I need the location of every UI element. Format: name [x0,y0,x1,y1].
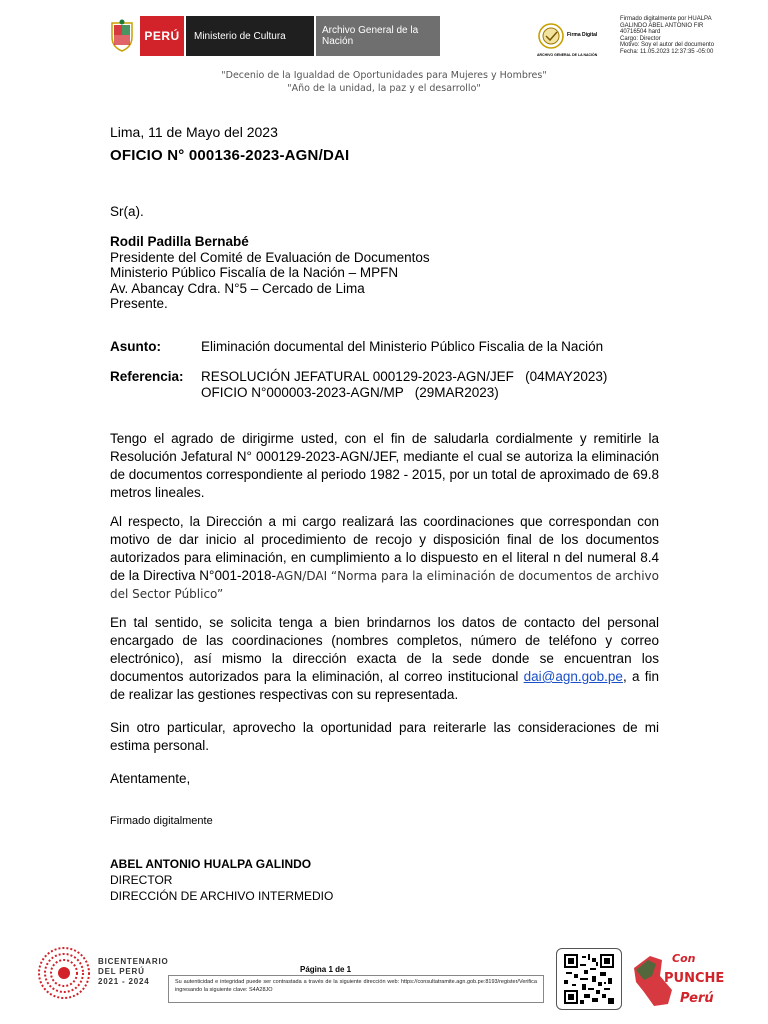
firma-digital-title: Firma Digital [567,32,598,38]
con-punche-peru-logo [630,946,730,1012]
closing: Atentamente, [110,771,191,786]
peru-text: Perú [680,991,714,1006]
bicent-line: BICENTENARIO [98,957,169,966]
page-number: Página 1 de 1 [300,965,352,974]
firmado-digitalmente: Firmado digitalmente [110,815,213,827]
signer-name: ABEL ANTONIO HUALPA GALINDO [110,857,312,871]
paragraph-2 [110,513,659,603]
paragraph-4: Sin otro particular, aprovecho la oportunidad para reiterarle las consideraciones de mi estima personal. [110,720,659,753]
referencia-line: RESOLUCIÓN JEFATURAL 000129-2023-AGN/JEF (04MAY2023) [201,369,608,384]
signature-line: Cargo: Director [620,35,661,42]
firma-digital-subtitle: ARCHIVO GENERAL DE LA NACIÓN [537,53,598,57]
coat-of-arms-icon [104,16,140,56]
salutation: Sr(a). [110,204,144,219]
con-punche-peru-icon [630,946,730,1012]
signature-line: Fecha: 11.05.2023 12:37:35 -05:00 [620,48,714,55]
recipient-line: Ministerio Público Fiscalía de la Nación – MPFN [110,265,399,280]
signature-line: GALINDO ABEL ANTONIO FIR [620,22,704,29]
signature-line: Firmado digitalmente por HUALPA [620,16,712,22]
asunto-value: Eliminación documental del Ministerio Público Fiscalia de la Nación [201,339,604,354]
decenio-line: "Decenio de la Igualdad de Oportunidades para Mujeres y Hombres" [221,70,547,81]
punche-text: PUNCHE [664,971,725,986]
bicent-line: DEL PERÚ [98,967,145,976]
referencia-label: Referencia: [110,369,184,384]
qr-code-icon [564,954,614,1004]
directiva-title: AGN/DAI “Norma para la eliminación de documentos de archivo del Sector Público” [110,569,659,601]
signature-line: 40716504 hard [620,29,661,36]
peru-label: PERÚ [140,16,184,56]
paragraph-3 [110,614,659,704]
referencia-line: OFICIO N°000003-2023-AGN/MP (29MAR2023) [201,385,499,400]
bicentenario-text [98,957,169,987]
government-header [104,16,440,56]
email-link[interactable]: dai@agn.gob.pe [523,669,623,684]
bicent-line: 2021 - 2024 [98,977,150,986]
oficio-number: OFICIO N° 000136-2023-AGN/DAI [110,147,350,164]
firma-digital-logo [537,22,607,60]
bicentenario-ring-icon [36,945,92,1001]
qr-code[interactable] [556,948,622,1010]
year-motto-line: "Año de la unidad, la paz y el desarrollo" [287,83,481,94]
seal-icon [537,22,565,52]
bicentenario-logo [36,945,176,1001]
paragraph-1: Tengo el agrado de dirigirme usted, con el fin de saludarla cordialmente y remitirle la Resolución Jefatural N° 000129-2023-AGN/JEF, mediante el cual se autoriza la eliminación de documentos correspondiente al periodo 1982 - 2015, por un total de aproximado de 69.8 metros lineales. [110,431,659,500]
ministerio-label: Ministerio de Cultura [186,16,314,56]
signer-title: DIRECTOR [110,873,173,887]
recipient-line: Presente. [110,296,168,311]
paragraph-3-text: En tal sentido, se solicita tenga a bien brindarnos los datos de contacto del personal encargado de las coordinaciones (nombres completos, número de teléfono y correo electrónico), así mismo la dirección exacta de la sede donde se encuentran los documentos autorizados para la eliminación, al correo institucional [110,615,659,684]
recipient-name: Rodil Padilla Bernabé [110,234,249,249]
asunto-label: Asunto: [110,339,161,354]
document-date: Lima, 11 de Mayo del 2023 [110,124,278,140]
signer-office: DIRECCIÓN DE ARCHIVO INTERMEDIO [110,889,334,903]
recipient-line: Av. Abancay Cdra. N°5 – Cercado de Lima [110,281,365,296]
archivo-label: Archivo General de la Nación [316,16,440,56]
signature-line: Motivo: Soy el autor del documento [620,42,715,49]
paragraph-2-text: Al respecto, la Dirección a mi cargo realizará las coordinaciones que correspondan con motivo de dar inicio al procedimiento de recojo y disposición final de los documentos autorizados para eliminación, en cumplimiento a lo dispuesto en el literal n del numeral 8.4 de la Directiva N°001-2018- [110,514,659,583]
con-text: Con [672,952,696,965]
verification-box: Su autenticidad e integridad puede ser contrastada a través de la siguiente dirección web: https://consultatramite.agn.gob.pe:8193/register/Verifica ingresando la siguiente clave: S4A28JO [168,975,544,1003]
paragraph-3-end: , a fin de realizar las gestiones respectivas con su representada. [110,669,659,702]
digital-signature-block [620,16,760,56]
recipient-line: Presidente del Comité de Evaluación de Documentos [110,250,430,265]
